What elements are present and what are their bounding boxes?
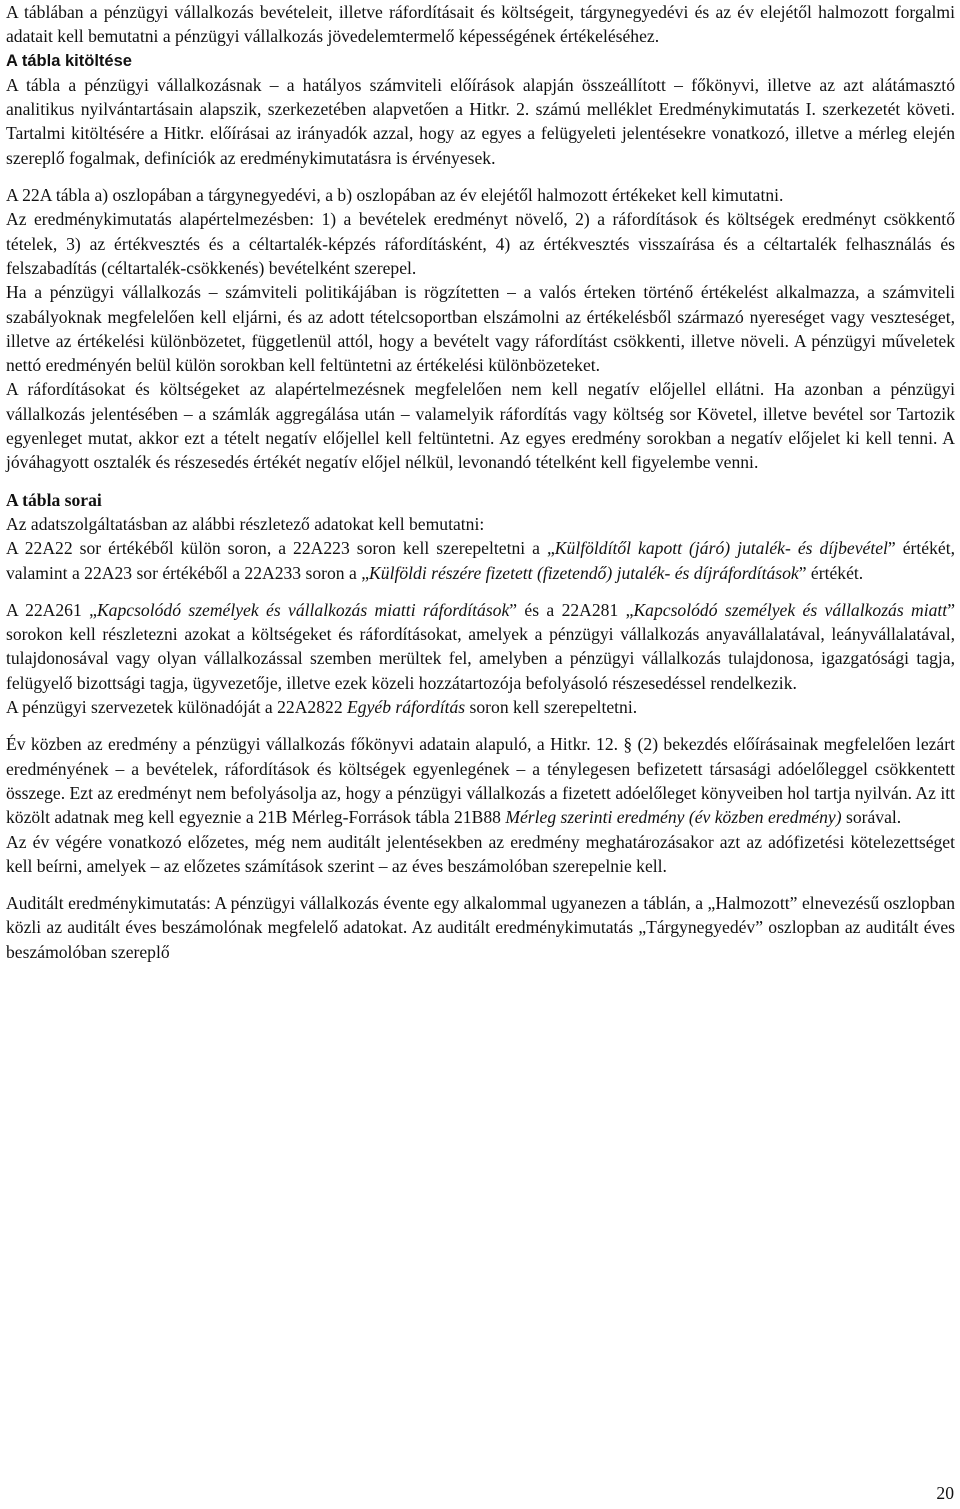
- fill-paragraph-2: A 22A tábla a) oszlopában a tárgynegyedévi, a b) oszlopában az év elejétől halmozott értékeket kell kimutatni.: [6, 185, 784, 206]
- rows-paragraph-2: A 22A22 sor értékéből külön soron, a 22A223 soron kell szerepeltetni a „Külföldítől kapott (járó) jutalék- és díjbevétel” értékét, valamint a 22A23 sor értékéből a 22A233 soron a „Külföldi részére fizetett (fizetendő) jutalék- és díjráfordítások” értékét.: [6, 538, 955, 583]
- page-number: 20: [936, 1483, 954, 1503]
- year-paragraph-2: Az év végére vonatkozó előzetes, még nem auditált jelentésekben az eredmény meghatározásakor azt az adófizetési kötelezettséget kell beírni, amelyek – az előzetes számítások szerint – az éves beszámolóban szerepelnie kell.: [6, 831, 955, 876]
- audit-paragraph: Auditált eredménykimutatás: A pénzügyi vállalkozás évente egy alkalommal ugyanezen a táblán, a „Halmozott” elnevezésű oszlopban közli az auditált éves beszámolónak megfelelő adatokat. Az auditált eredménykimutatás „Tárgynegyedév” oszlopban az auditált éves beszámolóban szereplő: [6, 893, 955, 962]
- fill-paragraph-5: A ráfordításokat és költségeket az alapértelmezésnek megfelelően nem kell negatív előjellel ellátni. Ha azonban a pénzügyi vállalkozás jelentésében – a számlák aggregálása után – valamelyik ráfordítás vagy költség sor Követel, illetve bevétel sor Tartozik egyenleget mutat, akkor ezt a tételt negatív előjellel kell feltüntetni. Az egyes eredmény sorokban a negatív előjelet ki kell tenni. A jóváhagyott osztalék és részesedés értékét negatív előjel nélkül, levonandó tételként kell figyelembe venni.: [6, 379, 955, 473]
- year-paragraph-1: Év közben az eredmény a pénzügyi vállalkozás főkönyvi adatain alapuló, a Hitkr. 12. § (2) bekezdés előírásainak megfelelően lezárt eredményének – a bevételek, ráfordítások és költségek egyenlegének – a ténylegesen befizetett társasági adóelőleggel csökkentett összege. Ezt az eredményt nem befolyásolja az, hogy a pénzügyi vállalkozás a fizetett adóelőleget könyveiben hol tartja nyilván. Az itt közölt adatnak meg kell egyeznie a 21B Mérleg-Források tábla 21B88 Mérleg szerinti eredmény (év közben eredmény) sorával.: [6, 734, 955, 828]
- rows-paragraph-4: A pénzügyi szervezetek különadóját a 22A2822 Egyéb ráfordítás soron kell szerepeltetni.: [6, 697, 638, 718]
- document-page: [6, 0, 955, 964]
- intro-paragraph: A táblában a pénzügyi vállalkozás bevételeit, illetve ráfordításait és költségeit, tárgynegyedévi és az év elejétől halmozott forgalmi adatait kell bemutatni a pénzügyi vállalkozás jövedelemtermelő képességének értékeléséhez.: [6, 2, 955, 47]
- section-heading-fill: A tábla kitöltése: [6, 51, 132, 70]
- fill-paragraph-1: A tábla a pénzügyi vállalkozásnak – a hatályos számviteli előírások alapján összeállított – főkönyvi, illetve az azt alátámasztó analitikus nyilvántartásain alapszik, szerkezetében alapvetően a Hitkr. 2. számú melléklet Eredménykimutatás I. szerkezetét követi. Tartalmi kitöltésére a Hitkr. előírásai az irányadók azzal, hogy az egyes a felügyeleti jelentésekre vonatkozó, illetve a mérleg elején szereplő fogalmak, definíciók az eredménykimutatásra is érvényesek.: [6, 74, 955, 168]
- rows-paragraph-3: A 22A261 „Kapcsolódó személyek és vállalkozás miatti ráfordítások” és a 22A281 „Kapcsolódó személyek és vállalkozás miatt” sorokon kell részletezni azokat a költségeket és ráfordításokat, amelyek a pénzügyi vállalkozás anyavállalatával, leányvállalatával, tulajdonosával vagy olyan vállalkozással szemben merültek fel, amelyben a pénzügyi vállalkozás tulajdonosa, igazgatósági tagja, felügyelő bizottsági tagja, ügyvezetője, illetve ezek közeli hozzátartozója befolyásoló részesedéssel rendelkezik.: [6, 599, 956, 693]
- section-heading-rows: A tábla sorai: [6, 489, 102, 510]
- rows-paragraph-1: Az adatszolgáltatásban az alábbi részletező adatokat kell bemutatni:: [6, 513, 485, 534]
- fill-paragraph-3: Az eredménykimutatás alapértelmezésben: 1) a bevételek eredményt növelő, 2) a ráfordítások és költségek eredményt csökkentő tételek, 3) az értékvesztés és a céltartalék-képzés ráfordításként, 4) az értékvesztés visszaírása és a céltartalék felhasználás és felszabadítás (céltartalék-csökkenés) bevételként szerepel.: [6, 209, 955, 278]
- fill-paragraph-4: Ha a pénzügyi vállalkozás – számviteli politikájában is rögzítetten – a valós érteken történő értékelést alkalmazza, a számviteli szabályoknak megfelelően kell eljárni, és az adott tételcsoportban elszámolni az értékelésből származó nyereséget vagy veszteséget, illetve az értékelési különbözetet, függetlenül attól, hogy a bevételt vagy ráfordítást csökkenti, illetve növeli. A pénzügyi műveletek nettó eredményén belül külön sorokban kell feltüntetni az értékelési különbözeteket.: [6, 282, 955, 376]
